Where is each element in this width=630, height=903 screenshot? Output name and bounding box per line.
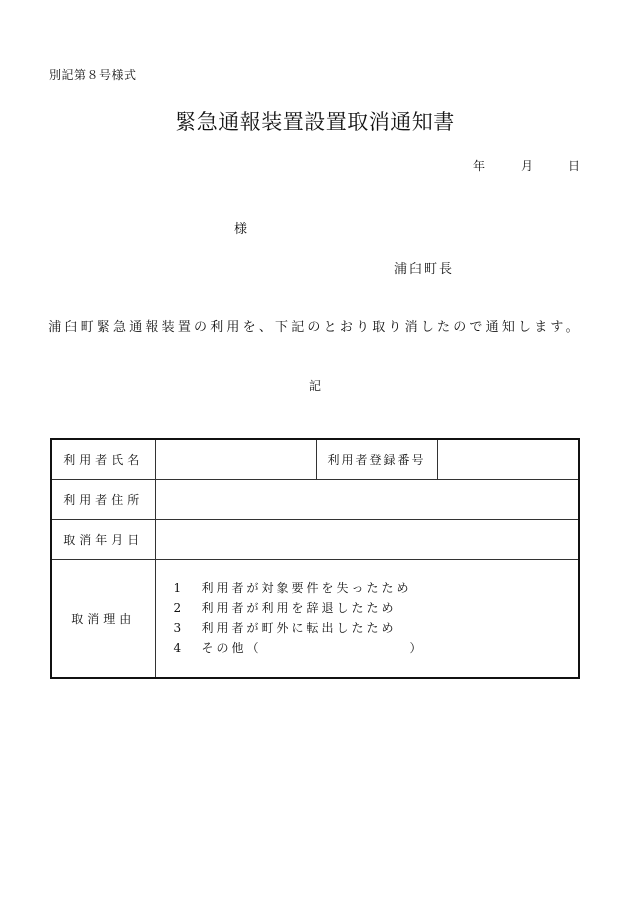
address-label: 利用者住所	[51, 479, 155, 519]
reason-text: 利用者が利用を辞退したため	[201, 601, 397, 616]
reason-label: 取消理由	[51, 559, 155, 678]
document-title: 緊急通報装置設置取消通知書	[175, 110, 455, 134]
reason-item[interactable]	[174, 598, 579, 618]
reason-number: 4	[173, 641, 182, 656]
reason-list	[155, 559, 579, 678]
ki-heading: 記	[308, 379, 321, 393]
reason-item[interactable]	[174, 578, 579, 598]
user-name-label: 利用者氏名	[51, 439, 155, 479]
notice-body-text: 浦臼町緊急通報装置の利用を、下記のとおり取り消したので通知します。	[48, 320, 582, 335]
date-month-label: 月	[521, 159, 534, 173]
form-number: 別記第８号様式	[49, 68, 137, 82]
reason-text: 利用者が町外に転出したため	[201, 621, 397, 636]
registration-number-field[interactable]	[437, 439, 579, 479]
user-name-field[interactable]	[155, 439, 316, 479]
reason-text: その他（	[201, 641, 262, 656]
cancel-date-label: 取消年月日	[51, 519, 155, 559]
cancel-date-field[interactable]	[155, 519, 579, 559]
reason-number: 2	[173, 601, 182, 616]
reason-number: 3	[173, 621, 182, 636]
issuer-name: 浦臼町長	[394, 262, 455, 277]
reason-item[interactable]	[174, 618, 579, 638]
table-row-address	[51, 479, 579, 519]
address-field[interactable]	[155, 479, 579, 519]
reason-close-paren: ）	[409, 641, 425, 656]
registration-number-label: 利用者登録番号	[316, 439, 437, 479]
date-year-label: 年	[473, 159, 486, 173]
reason-number: 1	[173, 581, 182, 596]
table-row-reason	[51, 559, 579, 678]
reason-item[interactable]	[174, 638, 579, 658]
date-day-label: 日	[568, 159, 581, 173]
table-row-cancel-date	[51, 519, 579, 559]
reason-text: 利用者が対象要件を失ったため	[201, 581, 412, 596]
addressee-suffix: 様	[234, 222, 248, 237]
table-row-user-name	[51, 439, 579, 479]
cancellation-form-table	[50, 438, 580, 679]
